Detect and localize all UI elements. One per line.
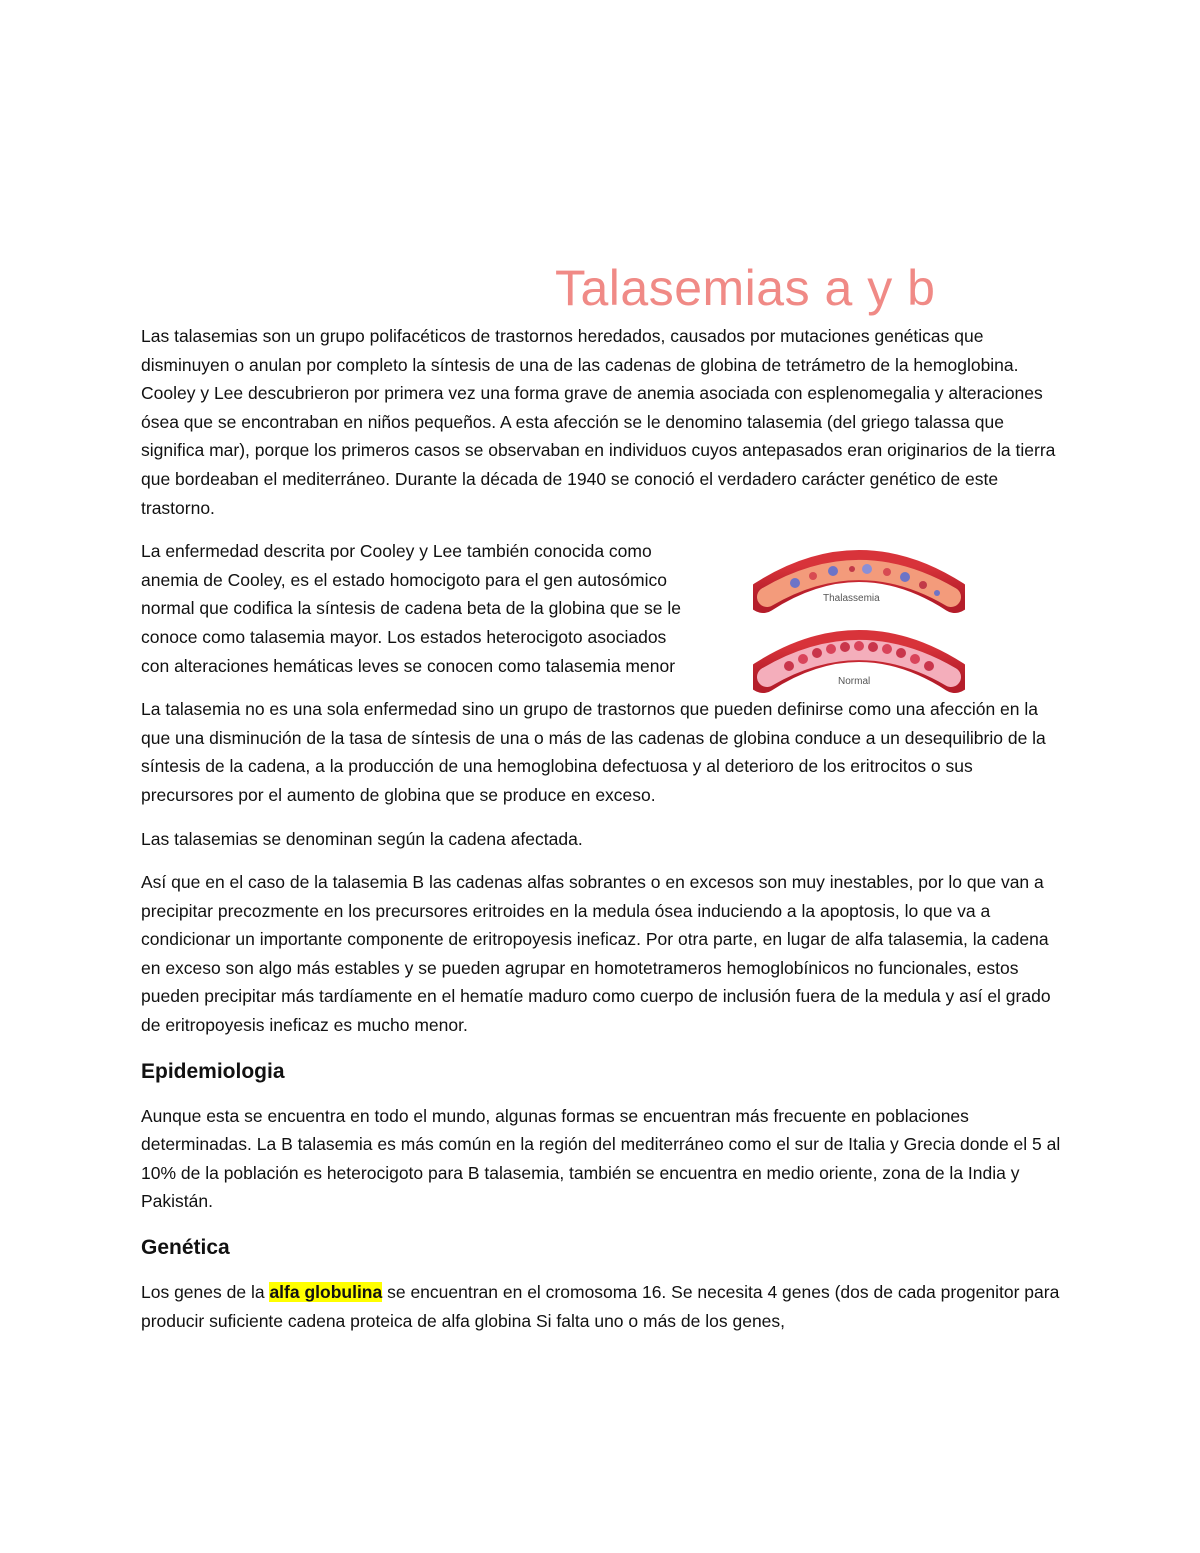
paragraph-cooley: La enfermedad descrita por Cooley y Lee también conocida como anemia de Cooley, es el estado homocigoto para el gen autosómico normal que codifica la síntesis de cadena beta de la globina que se le conoce como talasemia mayor. Los estados heterocigoto asociados con alteraciones hemáticas leves se conocen como talasemia menor (141, 541, 681, 676)
document-body (141, 322, 1061, 1350)
blood-vessel-figure (753, 549, 965, 699)
document-title: Talasemias a y b (555, 260, 936, 316)
paragraph-naming: Las talasemias se denominan según la cadena afectada. (141, 828, 583, 849)
paragraph-beta-alpha: Así que en el caso de la talasemia B las cadenas alfas sobrantes o en excesos son muy inestables, por lo que van a precipitar precozmente en los precursores eritroides en la medula ósea induciendo a la apoptosis, lo que va a condicionar un importante componente de eritropoyesis ineficaz. Por otra parte, en lugar de alfa talasemia, la cadena en exceso son algo más estables y se pueden agrupar en homotetrameros hemoglobínicos no funcionales, estos pueden precipitar más tardíamente en el hematíe maduro como cuerpo de inclusión fuera de la medula y así el grado de eritropoyesis ineficaz es mucho menor. (141, 872, 1051, 1036)
genetica-text-start: Los genes de la (141, 1282, 270, 1303)
paragraph-intro: Las talasemias son un grupo polifacéticos de trastornos heredados, causados por mutaciones genéticas que disminuyen o anulan por completo la síntesis de una de las cadenas de globina de tetrámetro de la hemoglobina. Cooley y Lee descubrieron por primera vez una forma grave de anemia asociada con esplenomegalia y alteraciones ósea que se encontraban en niños pequeños. A esta afección se le denomino talasemia (del griego talassa que significa mar), porque los primeros casos se observaban en individuos cuyos antepasados eran originarios de la tierra que bordeaban el mediterráneo. Durante la década de 1940 se conoció el verdadero carácter genético de este trastorno. (141, 326, 1056, 518)
highlighted-term: alfa globulina (269, 1282, 383, 1303)
paragraph-with-figure (141, 537, 1061, 688)
blood-vessel-illustration (753, 549, 965, 699)
heading-genetica: Genética (141, 1236, 230, 1260)
paragraph-epidemiologia: Aunque esta se encuentra en todo el mundo, algunas formas se encuentran más frecuente en poblaciones determinadas. La B talasemia es más común en la región del mediterráneo como el sur de Italia y Grecia donde el 5 al 10% de la población es heterocigoto para B talasemia, también se encuentra en medio oriente, zona de la India y Pakistán. (141, 1105, 1061, 1212)
genetica-text-end: se encuentran en el cromosoma 16. Se necesita 4 genes (dos de cada progenitor para producir suficiente cadena proteica de alfa globina Si falta uno o más de los genes, (141, 1282, 1060, 1331)
paragraph-definition: La talasemia no es una sola enfermedad sino un grupo de trastornos que pueden definirse como una afección en la que una disminución de la tasa de síntesis de una o más de las cadenas de globina conduce a un desequilibrio de la síntesis de la cadena, a la producción de una hemoglobina defectuosa y al deterioro de los eritrocitos o sus precursores por el aumento de globina que se produce en exceso. (141, 699, 1046, 805)
caption-normal: Normal (838, 676, 871, 688)
heading-epidemiologia: Epidemiologia (141, 1059, 285, 1083)
paragraph-genetica (141, 1278, 1061, 1335)
caption-thalassemia: Thalassemia (823, 593, 880, 605)
